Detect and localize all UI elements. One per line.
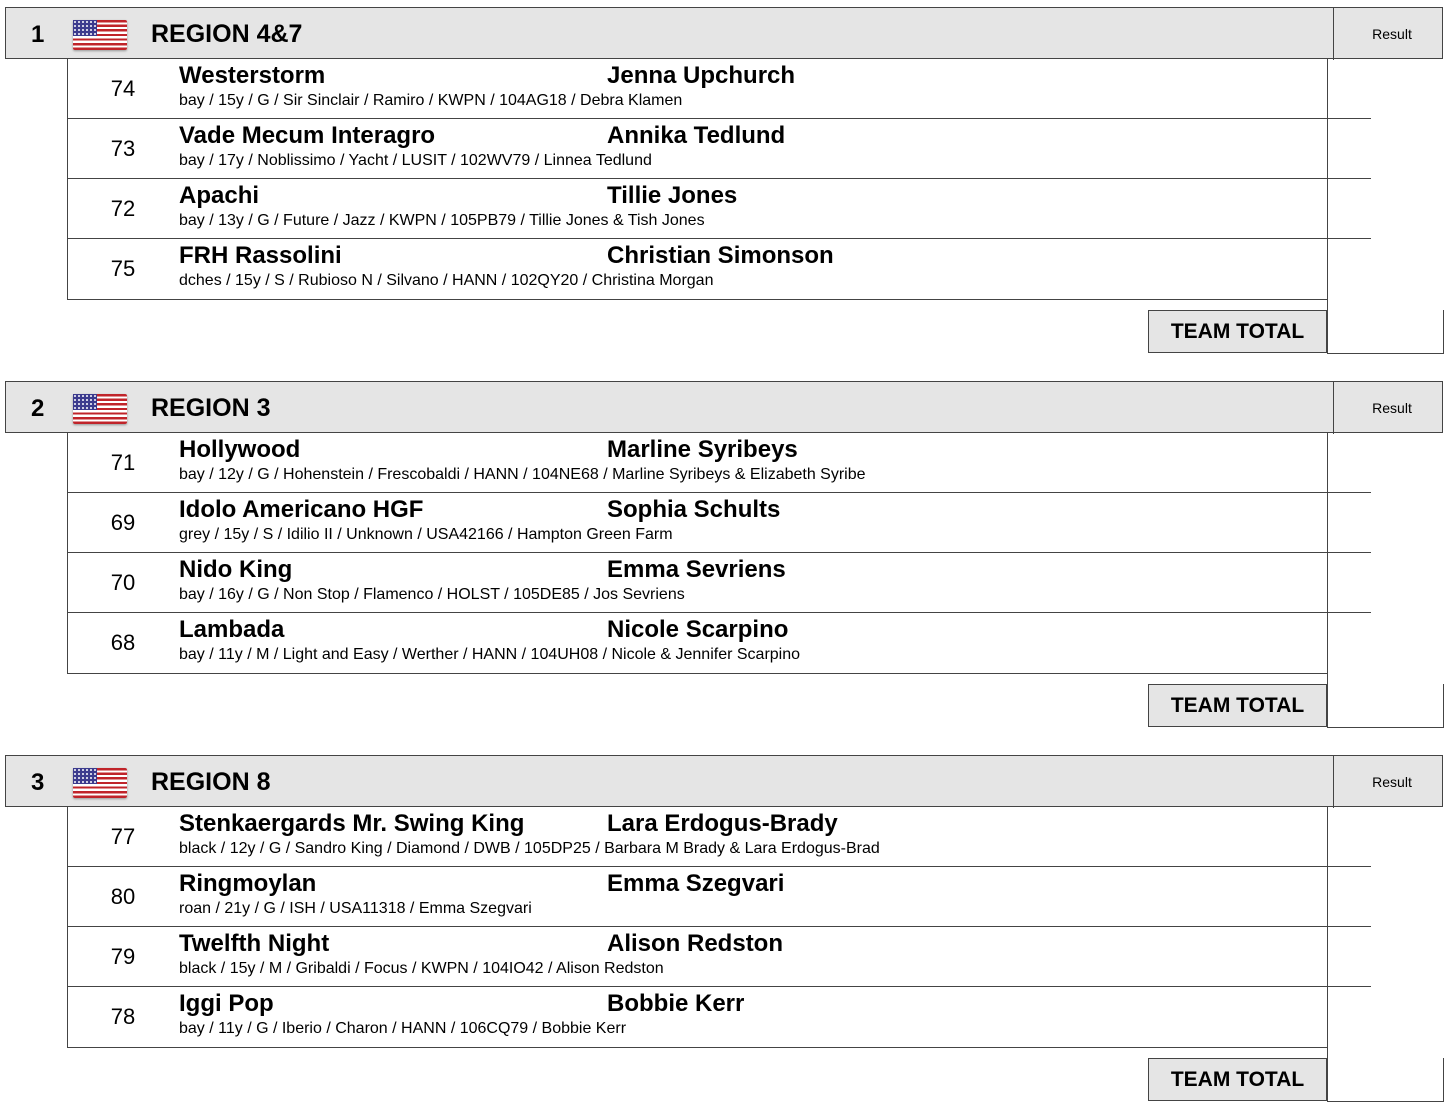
entry-list bbox=[67, 59, 1328, 300]
rider-name: Annika Tedlund bbox=[607, 122, 786, 149]
horse-name: FRH Rassolini bbox=[179, 242, 342, 269]
entry-row bbox=[68, 433, 1328, 493]
bib-number: 78 bbox=[110, 1004, 136, 1029]
bib-number: 70 bbox=[110, 570, 136, 595]
team-rank: 1 bbox=[31, 21, 45, 48]
result-column-label: Result bbox=[1372, 774, 1412, 790]
horse-details: grey / 15y / S / Idilio II / Unknown / USA42166 / Hampton Green Farm bbox=[179, 526, 673, 543]
team-name: REGION 3 bbox=[151, 394, 271, 422]
horse-name: Idolo Americano HGF bbox=[179, 496, 424, 523]
bib-number: 71 bbox=[110, 450, 136, 475]
rider-name: Christian Simonson bbox=[607, 242, 834, 269]
bib-number: 69 bbox=[110, 510, 136, 535]
horse-details: bay / 12y / G / Hohenstein / Frescobaldi / HANN / 104NE68 / Marline Syribeys & Elizabeth Syribe bbox=[179, 466, 866, 483]
rider-name: Emma Sevriens bbox=[607, 556, 786, 583]
rider-name: Emma Szegvari bbox=[607, 870, 785, 897]
horse-details: dches / 15y / S / Rubioso N / Silvano / HANN / 102QY20 / Christina Morgan bbox=[179, 272, 714, 289]
team-rank: 2 bbox=[31, 395, 45, 422]
team-total-value bbox=[1327, 310, 1444, 354]
usa-flag-icon bbox=[73, 768, 127, 798]
horse-details: bay / 17y / Noblissimo / Yacht / LUSIT / 102WV79 / Linnea Tedlund bbox=[179, 152, 652, 169]
team-total-value bbox=[1327, 1058, 1444, 1102]
horse-details: bay / 11y / G / Iberio / Charon / HANN / 106CQ79 / Bobbie Kerr bbox=[179, 1020, 627, 1037]
bib-number: 75 bbox=[110, 256, 136, 281]
horse-name: Vade Mecum Interagro bbox=[179, 122, 436, 149]
horse-details: bay / 11y / M / Light and Easy / Werther / HANN / 104UH08 / Nicole & Jennifer Scarpino bbox=[179, 646, 801, 663]
horse-details: black / 12y / G / Sandro King / Diamond / DWB / 105DP25 / Barbara M Brady & Lara Erdogus-Brad bbox=[179, 840, 880, 857]
usa-flag-icon bbox=[73, 394, 127, 424]
team-total-value bbox=[1327, 684, 1444, 728]
usa-flag-icon bbox=[73, 20, 127, 50]
horse-details: bay / 13y / G / Future / Jazz / KWPN / 105PB79 / Tillie Jones & Tish Jones bbox=[179, 212, 705, 229]
horse-name: Hollywood bbox=[179, 436, 301, 463]
rider-name: Nicole Scarpino bbox=[607, 616, 789, 643]
entry-row bbox=[68, 493, 1328, 553]
result-column-label: Result bbox=[1372, 26, 1412, 42]
horse-name: Westerstorm bbox=[179, 62, 326, 89]
horse-details: bay / 15y / G / Sir Sinclair / Ramiro / KWPN / 104AG18 / Debra Klamen bbox=[179, 92, 683, 109]
team-header bbox=[5, 381, 1443, 433]
bib-number: 77 bbox=[110, 824, 136, 849]
horse-name: Lambada bbox=[179, 616, 285, 643]
horse-name: Stenkaergards Mr. Swing King bbox=[179, 810, 525, 837]
horse-name: Iggi Pop bbox=[179, 990, 274, 1017]
bib-number: 79 bbox=[110, 944, 136, 969]
horse-name: Ringmoylan bbox=[179, 870, 317, 897]
team-total-label: TEAM TOTAL bbox=[1148, 684, 1327, 727]
horse-name: Twelfth Night bbox=[179, 930, 330, 957]
entry-row bbox=[68, 807, 1328, 867]
entry-row bbox=[68, 119, 1328, 179]
horse-details: black / 15y / M / Gribaldi / Focus / KWPN / 104IO42 / Alison Redston bbox=[179, 960, 664, 977]
rider-name: Jenna Upchurch bbox=[607, 62, 796, 89]
bib-number: 73 bbox=[110, 136, 136, 161]
horse-name: Nido King bbox=[179, 556, 293, 583]
entry-row bbox=[68, 867, 1328, 927]
rider-name: Marline Syribeys bbox=[607, 436, 798, 463]
team-name: REGION 4&7 bbox=[151, 20, 303, 48]
horse-details: roan / 21y / G / ISH / USA11318 / Emma Szegvari bbox=[179, 900, 532, 917]
entry-row bbox=[68, 987, 1328, 1047]
entry-row bbox=[68, 613, 1328, 673]
result-column-label: Result bbox=[1372, 400, 1412, 416]
bib-number: 80 bbox=[110, 884, 136, 909]
bib-number: 72 bbox=[110, 196, 136, 221]
entry-row bbox=[68, 927, 1328, 987]
rider-name: Tillie Jones bbox=[607, 182, 738, 209]
horse-name: Apachi bbox=[179, 182, 260, 209]
entry-list bbox=[67, 807, 1328, 1048]
entry-row bbox=[68, 59, 1328, 119]
horse-details: bay / 16y / G / Non Stop / Flamenco / HOLST / 105DE85 / Jos Sevriens bbox=[179, 586, 685, 603]
entry-row bbox=[68, 553, 1328, 613]
team-total-label: TEAM TOTAL bbox=[1148, 1058, 1327, 1101]
team-rank: 3 bbox=[31, 769, 45, 796]
rider-name: Bobbie Kerr bbox=[607, 990, 745, 1017]
team-total-label: TEAM TOTAL bbox=[1148, 310, 1327, 353]
bib-number: 68 bbox=[110, 630, 136, 655]
bib-number: 74 bbox=[110, 76, 136, 101]
team-header bbox=[5, 755, 1443, 807]
team-header bbox=[5, 7, 1443, 59]
rider-name: Lara Erdogus-Brady bbox=[607, 810, 838, 837]
rider-name: Sophia Schults bbox=[607, 496, 781, 523]
entry-list bbox=[67, 433, 1328, 674]
rider-name: Alison Redston bbox=[607, 930, 784, 957]
entry-row bbox=[68, 179, 1328, 239]
entry-row bbox=[68, 239, 1328, 299]
team-name: REGION 8 bbox=[151, 768, 271, 796]
